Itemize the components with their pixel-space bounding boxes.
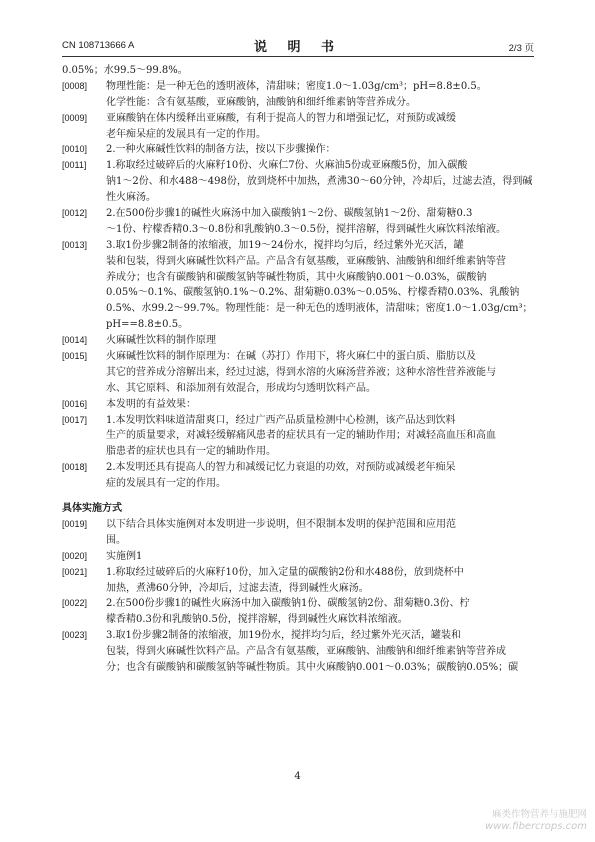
text-line: 性火麻汤。: [106, 192, 156, 204]
text-line: 养成分；也含有碳酸钠和碳酸氢钠等碱性物质，其中火麻酸钠0.001～0.03%，碳酸钠: [106, 271, 487, 283]
paragraph-number: [0021]: [62, 566, 88, 577]
document-title: 说 明 书: [253, 40, 343, 55]
page-number: 4: [294, 771, 301, 782]
text-line: 物理性能：是一种无色的透明液体，清甜味；密度1.0～1.03g/cm³；pH=8.8±0.5。: [106, 80, 487, 92]
text-line: 围。: [106, 534, 126, 546]
paragraph-0015: [62, 349, 534, 365]
paragraph-number: [0018]: [62, 462, 88, 473]
paragraph-number: [0022]: [62, 598, 88, 609]
watermark-title: 麻类作物营养与施肥网: [491, 809, 587, 820]
text-line: 2.本发明还具有提高人的智力和减缓记忆力衰退的功效，对预防或减缓老年痴呆: [106, 462, 456, 474]
text-line: 亚麻酸钠在体内缓释出亚麻酸，有利于提高人的智力和增强记忆，对预防或减缓: [106, 112, 456, 124]
text-line: 钠1～2份、和水488～498份，放到烧杯中加热，煮沸30～60分钟，冷却后，过滤去渣，得到碱: [106, 176, 533, 188]
watermark-url: www.fibercrops.com: [485, 821, 587, 832]
text-line: 分；也含有碳酸钠和碳酸氢钠等碱性物质。其中火麻酸钠0.001～0.03%；碳酸钠0.05%；碳: [106, 661, 519, 673]
text-line: 3.取1份步骤2制备的浓缩液，加19～24份水，搅拌均匀后，经过紫外光灭活，罐: [106, 239, 464, 251]
paragraph-number: [0016]: [62, 398, 88, 409]
paragraph-number: [0015]: [62, 351, 88, 362]
text-line: 1.称取经过破碎后的火麻籽10份，加入定量的碳酸钠2份和水488份，放到烧杯中: [106, 566, 464, 578]
paragraph-0008: [62, 79, 534, 95]
paragraph-0016: [62, 397, 534, 413]
paragraph-0019: [62, 517, 534, 533]
text-line: 0.5%、水99.2～99.7%。物理性能：是一种无色的透明液体，清甜味；密度1.0～1.03g/cm³；: [106, 303, 533, 315]
text-line: 本发明的有益效果：: [106, 398, 196, 410]
paragraph-number: [0013]: [62, 239, 88, 250]
paragraph-number: [0012]: [62, 208, 88, 219]
text-line: 以下结合具体实施例对本发明进一步说明，但不限制本发明的保护范围和应用范: [106, 518, 456, 530]
text-line: 化学性能：含有氨基酸，亚麻酸钠，油酸钠和细纤维素钠等营养成分。: [106, 96, 416, 108]
text-line: 0.05%；水99.5～99.8%。: [62, 65, 188, 76]
text-line: 装和包装，得到火麻碱性饮料产品。产品含有氨基酸，亚麻酸钠、油酸钠和细纤维素钠等营: [106, 255, 506, 267]
text-line: 老年痴呆症的发展具有一定的作用。: [106, 128, 266, 140]
description-body: [62, 63, 534, 676]
text-line: 1.本发明饮料味道清甜爽口，经过广西产品质量检测中心检测，该产品达到饮料: [106, 414, 456, 426]
text-line: 2.一种火麻碱性饮料的制备方法，按以下步骤操作：: [106, 144, 336, 156]
text-line: 2.在500份步骤1的碱性火麻汤中加入碳酸钠1～2份、碳酸氢钠1～2份、甜菊糖0.3: [106, 208, 473, 220]
paragraph-number: [0008]: [62, 80, 88, 91]
paragraph-0017: [62, 413, 534, 429]
paragraph-number: [0009]: [62, 112, 88, 123]
text-line: 包装，得到火麻碱性饮料产品。产品含有氨基酸，亚麻酸钠、油酸钠和细纤维素钠等营养成: [106, 646, 506, 658]
paragraph-number: [0020]: [62, 550, 88, 561]
paragraph-0023: [62, 628, 534, 644]
text-line: 水、其它原料、和添加剂有效混合，形成均匀透明饮料产品。: [106, 382, 376, 394]
text-line: 其它的营养成分溶解出来，经过过滤，得到水溶的火麻汤营养液；这种水溶性营养液能与: [106, 366, 496, 378]
paragraph-0021: [62, 565, 534, 581]
text-line: 2.在500份步骤1的碱性火麻汤中加入碳酸钠1份、碳酸氢钠2份、甜菊糖0.3份、柠: [106, 598, 470, 610]
text-line: 3.取1份步骤2制备的浓缩液，加19份水，搅拌均匀后，经过紫外光灭活，罐装和: [106, 630, 461, 642]
text-line: 檬香精0.3份和乳酸钠0.5份，搅拌溶解，得到碱性火麻饮料浓缩液。: [106, 614, 408, 626]
paragraph-number: [0014]: [62, 335, 88, 346]
text-line: 1.称取经过破碎后的火麻籽10份、火麻仁7份、火麻油5份或亚麻酸5份，加入碳酸: [106, 160, 468, 172]
text-line: 症的发展具有一定的作用。: [106, 478, 226, 490]
header-rule: [62, 56, 534, 57]
text-line: 加热，煮沸60分钟，冷却后，过滤去渣，得到碱性火麻汤。: [106, 582, 369, 594]
page-header: [62, 36, 534, 54]
text-line: 脂患者的症状也具有一定的辅助作用。: [106, 446, 276, 458]
paragraph-number: [0023]: [62, 630, 88, 641]
patent-number: CN 108713666 A: [62, 40, 135, 51]
paragraph-0022: [62, 596, 534, 612]
text-line: ～1份、柠檬香精0.3～0.8份和乳酸钠0.3～0.5份，搅拌溶解，得到碱性火麻饮料浓缩液。: [106, 223, 506, 235]
paragraph-0014: [62, 333, 534, 349]
paragraph-0013: [62, 238, 534, 254]
paragraph-0009: [62, 111, 534, 127]
paragraph-number: [0019]: [62, 518, 88, 529]
paragraph-0018: [62, 460, 534, 476]
section-heading: 具体实施方式: [62, 503, 122, 515]
paragraph-number: [0017]: [62, 414, 88, 425]
paragraph-0020: [62, 549, 534, 565]
text-line: 生产的质量要求，对减轻缓解痛风患者的症状具有一定的辅助作用；对减轻高血压和高血: [106, 430, 496, 442]
paragraph-number: [0011]: [62, 160, 87, 171]
paragraph-number: [0010]: [62, 144, 88, 155]
text-line: pH==8.8±0.5。: [106, 319, 189, 331]
text-line: 0.05%～0.1%、碳酸氢钠0.1%～0.2%、甜菊糖0.03%～0.05%、柠檬香精0.03%、乳酸钠: [106, 287, 520, 299]
text-line: 火麻碱性饮料的制作原理: [106, 335, 216, 347]
paragraph-0010: [62, 142, 534, 158]
paragraph-0011: [62, 158, 534, 174]
text-line: 火麻碱性饮料的制作原理为：在碱（苏打）作用下，将火麻仁中的蛋白质、脂肪以及: [106, 351, 476, 363]
text-line: 实施例1: [106, 550, 143, 562]
page-count: 2/3 页: [508, 43, 534, 54]
paragraph-0012: [62, 206, 534, 222]
